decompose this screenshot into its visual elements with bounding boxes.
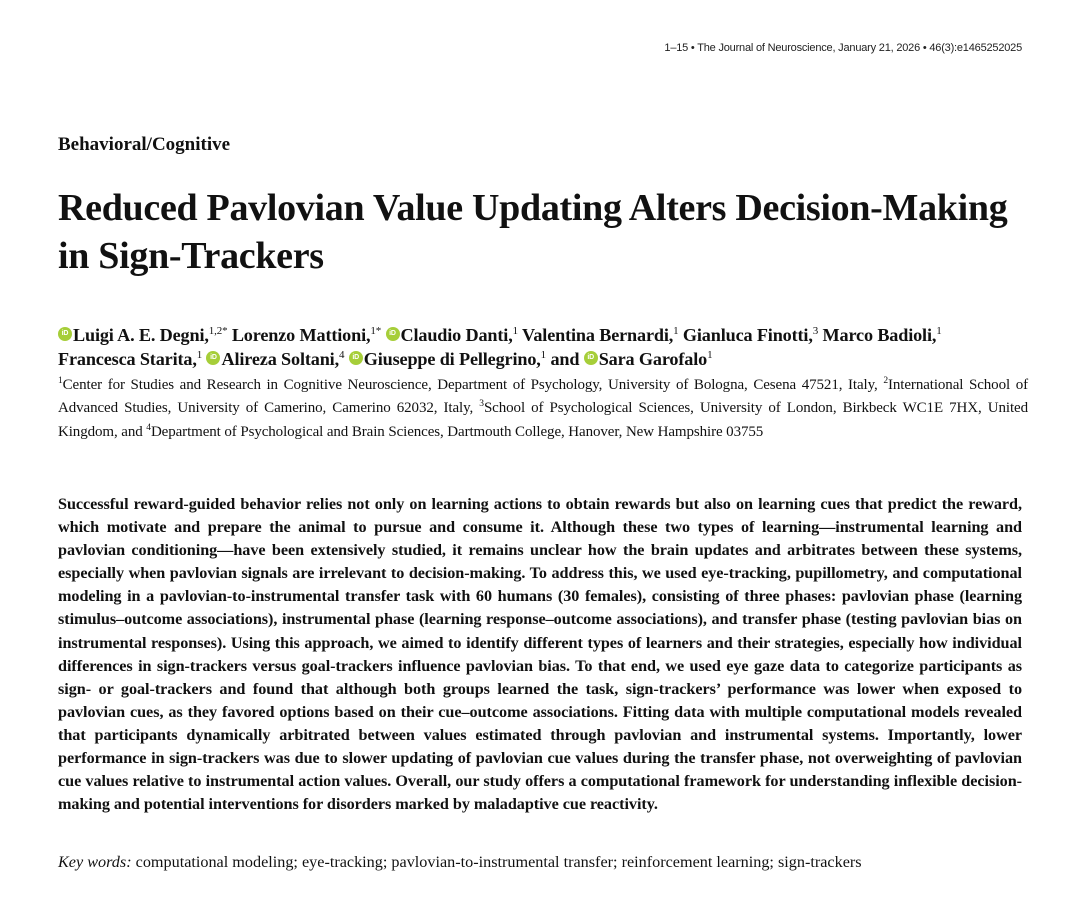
affiliation-text: Department of Psychological and Brain Sciences, Dartmouth College, Hanover, New Hampshire 03755 [150, 423, 764, 440]
author[interactable] [349, 349, 546, 369]
author-name: Valentina Bernardi, [522, 325, 674, 345]
author-affiliation-marker: 1,2* [208, 324, 228, 337]
author [823, 325, 942, 345]
keywords-label: Key words: [58, 853, 132, 871]
author-affiliation-marker: 4 [338, 348, 345, 361]
author-affiliation-marker: 1 [196, 348, 203, 361]
author-list [58, 323, 1026, 371]
affiliation-marker: 4 [146, 422, 151, 433]
author-name: Luigi A. E. Degni, [73, 325, 209, 345]
author-affiliation-marker: 1 [673, 324, 679, 337]
running-head: 1–15 • The Journal of Neuroscience, January 21, 2026 • 46(3):e1465252025 [664, 42, 1022, 54]
affiliation-text: School of Psychological Sciences, University of London, Birkbeck WC1E 7HX, United Kingdom, and [58, 400, 1028, 440]
orcid-icon[interactable]: iD [386, 327, 400, 341]
author-name: Marco Badioli, [822, 325, 937, 345]
orcid-icon[interactable]: iD [584, 351, 598, 365]
affiliation-text: International School of Advanced Studies, University of Camerino, Camerino 62032, Italy, [58, 377, 1029, 417]
author [232, 325, 381, 345]
affiliation-marker: 1 [58, 376, 63, 386]
author-name: and [550, 349, 580, 369]
author-name: Lorenzo Mattioni, [231, 325, 371, 345]
affiliation-text: Center for Studies and Research in Cognitive Neuroscience, Department of Psychology, University of Bologna, Cesena 47521, Italy, [62, 377, 884, 393]
article-title: Reduced Pavlovian Value Updating Alters Decision-Making in Sign-Trackers [58, 187, 1008, 277]
author-affiliation-marker: 1* [370, 324, 382, 337]
affiliation-marker: 3 [479, 399, 484, 410]
author [683, 325, 818, 345]
author[interactable] [584, 349, 713, 369]
author-name: Gianluca Finotti, [682, 325, 813, 345]
author-affiliation-marker: 1 [936, 324, 942, 337]
author[interactable] [58, 325, 227, 345]
orcid-icon[interactable]: iD [206, 351, 220, 365]
author[interactable] [206, 349, 344, 369]
keywords-text: computational modeling; eye-tracking; pavlovian-to-instrumental transfer; reinforcement learning; sign-trackers [131, 853, 862, 871]
author-name: Claudio Danti, [400, 325, 513, 345]
author [550, 349, 579, 369]
author-name: Giuseppe di Pellegrino, [363, 349, 541, 369]
section-label: Behavioral/Cognitive [58, 134, 231, 155]
author-name: Sara Garofalo [598, 349, 708, 369]
author [522, 325, 678, 345]
author-affiliation-marker: 1 [512, 324, 518, 337]
author [58, 349, 202, 369]
abstract: Successful reward-guided behavior relies not only on learning actions to obtain rewards but also on learning cues that predict the reward, which motivate and prepare the animal to pursue and consume it. Although these two types of learning—instrumental learning and pavlovian conditioning—have been extensively studied, it remains unclear how the brain updates and arbitrates between these systems, especially when pavlovian signals are irrelevant to decision-making. To address this, we used eye-tracking, pupillometry, and computational modeling in a pavlovian-to-instrumental transfer task with 60 humans (30 females), consisting of three phases: pavlovian phase (learning stimulus–outcome associations), instrumental phase (learning response–outcome associations), and transfer phase (testing pavlovian bias on instrumental responses). Using this approach, we aimed to identify different types of learners and their strategies, especially how individual differences in sign-trackers versus goal-trackers influence pavlovian bias. To that end, we used eye gaze data to categorize participants as sign- or goal-trackers and found that although both groups learned the task, sign-trackers’ performance was lower when exposed to pavlovian cues, as they favored options based on their cue–outcome associations. Fitting data with multiple computational models revealed that participants dynamically arbitrated between values estimated through pavlovian and instrumental systems. Importantly, lower performance in sign-trackers was due to slower updating of pavlovian cue values during the transfer phase, not overweighting of pavlovian cue values relative to instrumental action values. Overall, our study offers a computational framework for understanding inflexible decision-making and potential interventions for disorders marked by maladaptive cue reactivity. [58, 495, 1022, 814]
author[interactable] [386, 325, 518, 345]
affiliations [58, 374, 1028, 444]
affiliation-marker: 2 [883, 376, 888, 386]
author-name: Francesca Starita, [58, 349, 197, 369]
author-affiliation-marker: 1 [707, 348, 713, 361]
keywords [58, 851, 1028, 874]
author-affiliation-marker: 1 [540, 348, 547, 361]
orcid-icon[interactable]: iD [58, 327, 72, 341]
orcid-icon[interactable]: iD [349, 351, 363, 365]
author-name: Alireza Soltani, [221, 349, 339, 369]
author-affiliation-marker: 3 [812, 324, 819, 337]
